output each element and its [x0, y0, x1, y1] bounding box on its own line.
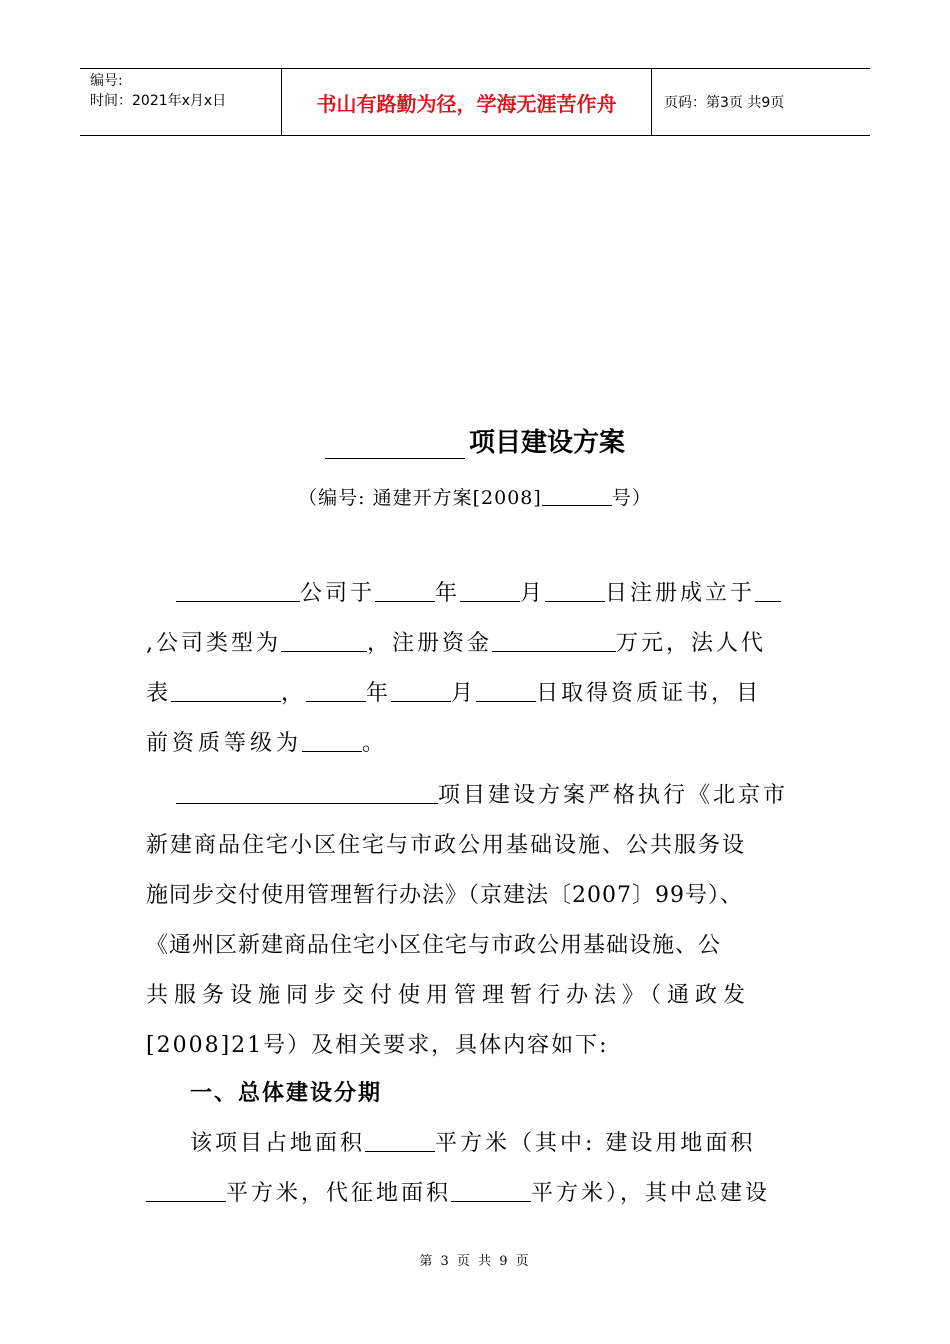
p1-line-1 [176, 576, 781, 607]
document-subtitle [0, 483, 950, 510]
p2-line-2: 新建商品住宅小区住宅与市政公用基础设施、公共服务设 [146, 833, 747, 858]
text: 月 [520, 581, 546, 606]
p1-line-4 [146, 726, 388, 757]
blank [146, 1179, 226, 1202]
time-label: 时间：2021年x月x日 [90, 93, 227, 109]
serial-label: 编号: [90, 73, 123, 89]
subtitle-suffix: 号） [611, 487, 652, 509]
p1-line-2 [146, 626, 766, 657]
header-motto: 书山有路勤为径，学海无涯苦作舟 [282, 69, 652, 135]
blank [281, 629, 367, 652]
blank [176, 781, 438, 804]
header-page-info: 页码：第3页 共9页 [664, 95, 785, 111]
text: 项目建设方案严格执行《北京市 [438, 783, 789, 808]
text: 。 [362, 731, 389, 756]
blank [365, 1129, 435, 1152]
p2-line-4: 《通州区新建商品住宅小区住宅与市政公用基础设施、公 [146, 933, 722, 958]
text: ， [281, 681, 307, 706]
blank [492, 629, 616, 652]
text: 平方米（其中: 建设用地面积 [435, 1131, 756, 1156]
title-text: 项目建设方案 [468, 428, 625, 458]
text: 平方米，代征地面积 [226, 1181, 452, 1206]
text: 前资质等级为 [146, 731, 303, 756]
title-blank [325, 434, 465, 459]
blank [391, 679, 451, 702]
subtitle-blank [542, 485, 612, 506]
blank [375, 579, 435, 602]
text: 表 [146, 681, 172, 706]
blank [302, 729, 362, 752]
p3-line-1 [190, 1126, 755, 1157]
p2-line-5: 共服务设施同步交付使用管理暂行办法》（通政发 [146, 983, 752, 1008]
text: 万元，法人代 [616, 631, 767, 656]
blank [545, 579, 605, 602]
text: 该项目占地面积 [190, 1131, 366, 1156]
text: ，注册资金 [367, 631, 493, 656]
text: ,公司类型为 [146, 631, 281, 656]
p1-line-3 [146, 676, 761, 707]
text: 年 [366, 681, 392, 706]
blank [306, 679, 366, 702]
p3-line-2 [146, 1176, 770, 1207]
p2-line-3: 施同步交付使用管理暂行办法》（京建法〔2007〕99号）、 [146, 883, 743, 908]
text: 日取得资质证书，目 [536, 681, 762, 706]
section-heading: 一、总体建设分期 [190, 1081, 383, 1106]
blank [460, 579, 520, 602]
p2-line-1 [176, 778, 788, 809]
header-meta [80, 69, 282, 135]
blank [451, 1179, 531, 1202]
page-footer: 第 3 页 共 9 页 [419, 1254, 531, 1269]
document-title [0, 422, 950, 459]
text: 月 [451, 681, 477, 706]
blank [176, 579, 300, 602]
blank [476, 679, 536, 702]
page-header [80, 68, 870, 136]
blank [755, 579, 781, 602]
text: 日注册成立于 [605, 581, 756, 606]
text: 平方米），其中总建设 [531, 1181, 771, 1206]
text: 年 [435, 581, 461, 606]
text: 公司于 [300, 581, 376, 606]
subtitle-prefix: （编号: 通建开方案[2008] [298, 487, 542, 509]
p2-line-6: [2008]21号）及相关要求，具体内容如下: [146, 1033, 609, 1058]
blank [171, 679, 281, 702]
